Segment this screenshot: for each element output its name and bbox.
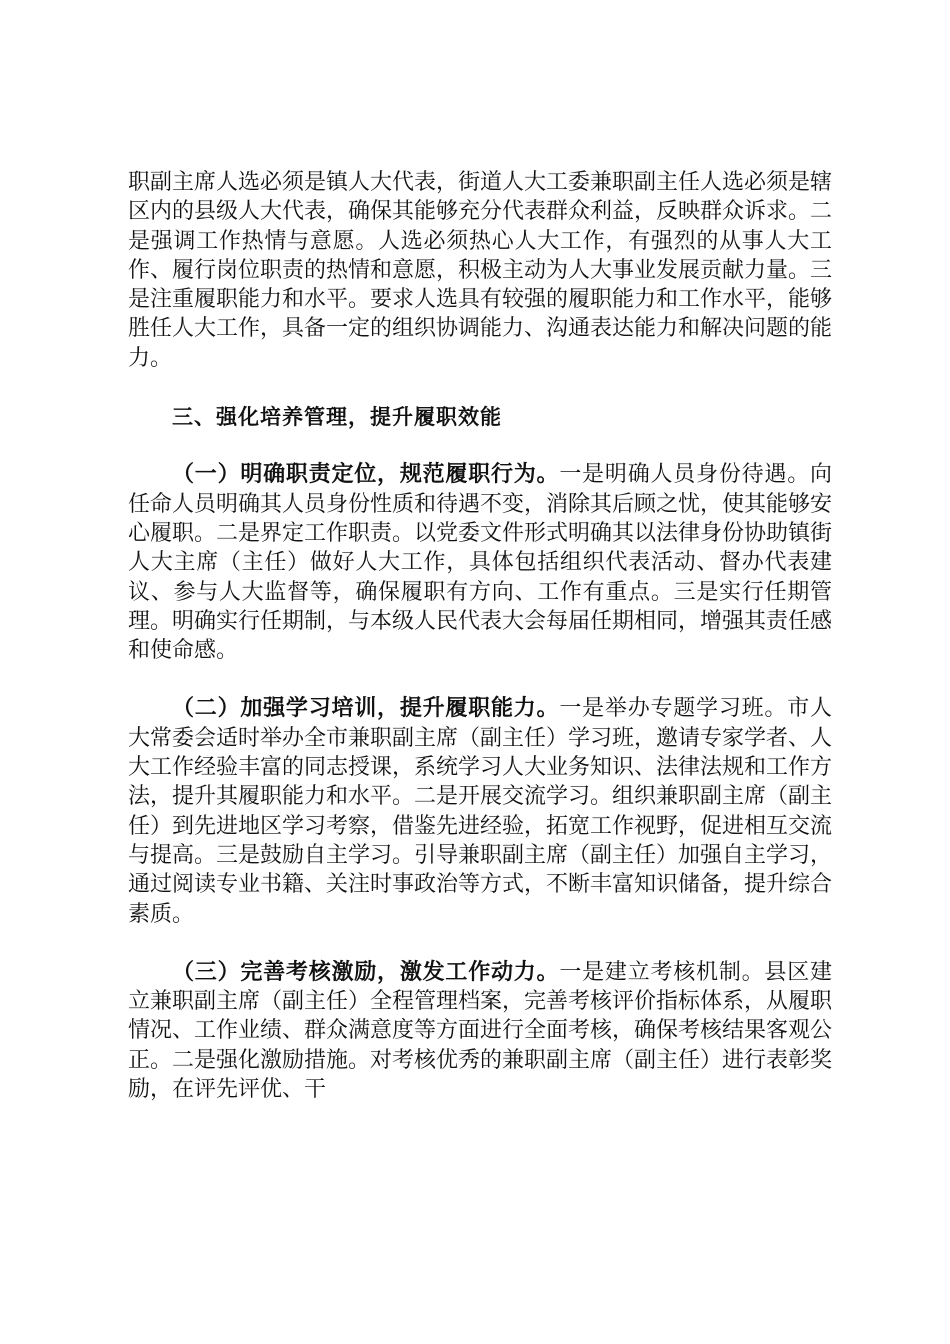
subsection-body: 一是举办专题学习班。市人大常委会适时举办全市兼职副主席（副主任）学习班，邀请专家学者、人大工作经验丰富的同志授课，系统学习人大业务知识、法律法规和工作方法，提升其履职能力和水平。二是开展交流学习。组织兼职副主席（副主任）到先进地区学习考察，借鉴先进经验，拓宽工作视野，促进相互交流与提高。三是鼓励自主学习。引导兼职副主席（副主任）加强自主学习，通过阅读专业书籍、关注时事政治等方式，不断丰富知识储备，提升综合素质。 (128, 696, 833, 927)
paragraph-spacer (128, 665, 832, 694)
subsection-lead: （一）明确职责定位，规范履职行为。 (172, 462, 560, 488)
subsection-lead: （三）完善考核激励，激发工作动力。 (172, 959, 560, 985)
subsection-body: 一是建立考核机制。县区建立兼职副主席（副主任）全程管理档案，完善考核评价指标体系，从履职情况、工作业绩、群众满意度等方面进行全面考核，确保考核结果客观公正。二是强化激励措施。对考核优秀的兼职副主席（副主任）进行表彰奖励，在评先评优、干 (128, 959, 833, 1103)
subsection-paragraph-2 (128, 694, 832, 928)
subsection-body: 一是明确人员身份待遇。向任命人员明确其人员身份性质和待遇不变，消除其后顾之忧，使其能够安心履职。二是界定工作职责。以党委文件形式明确其以法律身份协助镇街人大主席（主任）做好人大工作，具体包括组织代表活动、督办代表建议、参与人大监督等，确保履职有方向、工作有重点。三是实行任期管理。明确实行任期制，与本级人民代表大会每届任期相同，增强其责任感和使命感。 (128, 462, 833, 664)
subsection-paragraph-3 (128, 958, 832, 1104)
intro-paragraph: 职副主席人选必须是镇人大代表，街道人大工委兼职副主任人选必须是辖区内的县级人大代表，确保其能够充分代表群众利益，反映群众诉求。二是强调工作热情与意愿。人选必须热心人大工作，有强烈的从事人大工作、履行岗位职责的热情和意愿，积极主动为人大事业发展贡献力量。三是注重履职能力和水平。要求人选具有较强的履职能力和工作水平，能够胜任人大工作，具备一定的组织协调能力、沟通表达能力和解决问题的能力。 (128, 170, 833, 371)
paragraph-spacer (128, 432, 832, 460)
document-page (128, 168, 832, 1104)
section-heading: 三、强化培养管理，提升履职效能 (172, 405, 502, 430)
subsection-paragraph-1 (128, 460, 832, 665)
paragraph-spacer (128, 373, 832, 403)
subsection-lead: （二）加强学习培训，提升履职能力。 (172, 696, 560, 722)
paragraph-spacer (128, 929, 832, 958)
